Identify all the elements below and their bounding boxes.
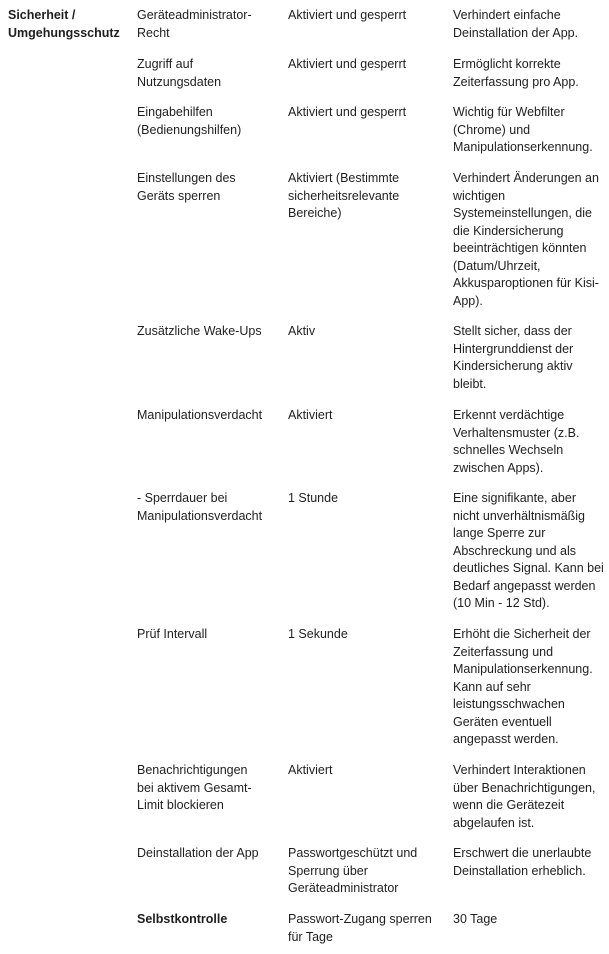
setting-note-line: leistungsschwachen [453,697,565,711]
table-row [0,7,609,56]
setting-value-line: sicherheitsrelevante [288,188,400,203]
setting-name [137,845,282,863]
selbstkontrolle-note: 30 Tage [453,912,498,926]
setting-note-line: (Chrome) und [453,122,531,137]
setting-note-line: Kann auf sehr [453,679,531,694]
setting-name-line: Manipulationsverdacht [137,408,263,422]
setting-note-line: Erhöht die Sicherheit der [453,627,591,641]
setting-value-line: Aktiviert und gesperrt [288,57,407,71]
setting-note-line: Deinstallation der App. [453,25,579,40]
setting-value-line: Aktiv [288,324,316,338]
setting-note-line: Verhindert Änderungen an [453,171,599,185]
setting-name [137,762,282,815]
setting-name-line: Geräteadministrator- [137,8,252,22]
section-title [8,7,128,42]
setting-value [288,762,446,780]
setting-note-line: (Datum/Uhrzeit, [453,258,541,273]
setting-note-line: Verhindert einfache [453,8,561,22]
table-row [0,170,609,323]
setting-name-line: Zusätzliche Wake-Ups [137,324,262,338]
setting-note-line: Ermöglicht korrekte [453,57,561,71]
setting-note-line: wichtigen [453,188,506,203]
setting-note-line: angepasst werden. [453,732,559,746]
setting-note-line: abgelaufen ist. [453,815,535,830]
setting-note-line: zwischen Apps). [453,460,544,475]
setting-note [453,407,605,477]
selbstkontrolle-value [288,911,446,946]
table-row [0,845,609,911]
setting-name-line: Einstellungen des [137,171,236,185]
setting-name-line: Geräts sperren [137,188,221,203]
table-row-selbstkontrolle [0,911,609,951]
table-row [0,104,609,170]
table-row [0,407,609,490]
setting-name-line: Benachrichtigungen [137,763,248,777]
setting-note-line: bleibt. [453,376,487,391]
setting-name-line: Manipulationsverdacht [137,508,263,523]
setting-note [453,323,605,393]
setting-note-line: Abschreckung und als [453,543,576,558]
setting-note-line: deutliches Signal. Kann bei [453,561,604,575]
setting-note-line: App). [453,293,483,308]
setting-note-line: Zeiterfassung pro App. [453,74,579,89]
setting-name-line: Eingabehilfen [137,105,213,119]
setting-value-line: Aktiviert und gesperrt [288,8,407,22]
setting-value-line: Bereiche) [288,206,342,220]
setting-name-line: bei aktivem Gesamt- [137,780,252,795]
setting-note-line: Kindersicherung aktiv [453,359,573,373]
setting-note-line: Bedarf angepasst werden [453,578,596,593]
setting-name [137,490,282,525]
setting-note-line: Erschwert die unerlaubte [453,846,592,860]
setting-note-line: Verhindert Interaktionen [453,763,586,777]
setting-note-line: über Benachrichtigungen, [453,780,596,795]
setting-note [453,490,605,613]
setting-name-line: Recht [137,25,170,40]
setting-value [288,170,446,223]
setting-note-line: Manipulationserkennung. [453,662,593,676]
setting-name-line: Prüf Intervall [137,627,208,641]
setting-note-line: Wichtig für Webfilter [453,105,565,119]
setting-note-line: schnelles Wechseln [453,443,564,457]
setting-name-line: (Bedienungshilfen) [137,122,242,137]
setting-value-line: 1 Stunde [288,491,339,505]
setting-name-line: Limit blockieren [137,798,224,812]
setting-note-line: beeinträchtigen könnten [453,241,587,255]
setting-value [288,104,446,122]
setting-note-line: Hintergrunddienst der [453,341,574,356]
setting-name [137,170,282,205]
setting-value [288,7,446,25]
setting-name-line: Zugriff auf [137,57,194,71]
table-row [0,762,609,845]
setting-note-line: Systemeinstellungen, die [453,206,592,220]
setting-name [137,626,282,644]
setting-value [288,56,446,74]
setting-name [137,323,282,341]
setting-name-line: - Sperrdauer bei [137,491,228,505]
selbstkontrolle-value-line: Passwort-Zugang sperren [288,912,432,926]
setting-note [453,7,605,42]
setting-note-line: Verhaltensmuster (z.B. [453,425,580,440]
setting-name-line: Nutzungsdaten [137,74,222,89]
setting-value [288,407,446,425]
setting-note-line: Manipulationserkennung. [453,140,593,154]
setting-name [137,407,282,425]
table-row [0,490,609,626]
selbstkontrolle-value-line: für Tage [288,929,333,944]
table-row [0,323,609,407]
setting-name [137,56,282,91]
setting-value-line: Passwortgeschützt und [288,846,418,860]
setting-note-line: Deinstallation erheblich. [453,863,586,878]
setting-value [288,845,446,898]
setting-note-line: nicht unverhältnismäßig [453,508,586,523]
selbstkontrolle-label: Selbstkontrolle [137,912,228,926]
section-title-line: Sicherheit / [8,8,76,22]
table-row [0,626,609,762]
setting-note-line: Akkusparoptionen für Kisi- [453,276,599,290]
setting-value [288,323,446,341]
setting-note [453,762,605,832]
setting-note [453,626,605,749]
setting-note-line: Geräten eventuell [453,714,552,729]
setting-value-line: Aktiviert und gesperrt [288,105,407,119]
setting-note [453,56,605,91]
setting-note-line: lange Sperre zur [453,526,546,540]
setting-value-line: Sperrung über [288,863,368,878]
setting-name [137,7,282,42]
setting-value-line: Aktiviert [288,408,333,422]
setting-name-line: Deinstallation der App [137,846,259,860]
setting-note-line: wenn die Gerätezeit [453,798,565,812]
setting-note-line: Erkennt verdächtige [453,408,565,422]
setting-value [288,490,446,508]
setting-value [288,626,446,644]
setting-name [137,104,282,139]
setting-note-line: Zeiterfassung und [453,644,554,659]
setting-note-line: (10 Min - 12 Std). [453,596,550,610]
setting-note-line: die Kindersicherung [453,223,564,238]
setting-value-line: Aktiviert (Bestimmte [288,171,400,185]
setting-value-line: Geräteadministrator [288,881,399,895]
setting-note [453,845,605,880]
setting-value-line: Aktiviert [288,763,333,777]
setting-value-line: 1 Sekunde [288,627,348,641]
table-row [0,56,609,104]
setting-note-line: Stellt sicher, dass der [453,324,572,338]
setting-note [453,104,605,157]
setting-note-line: Eine signifikante, aber [453,491,576,505]
setting-note [453,170,605,310]
section-title-line: Umgehungsschutz [8,25,120,40]
